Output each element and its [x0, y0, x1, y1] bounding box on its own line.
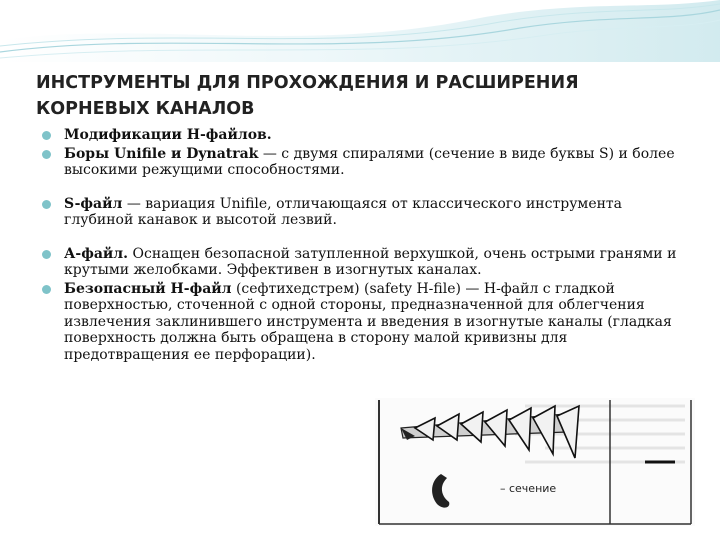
bullet-item: [40, 246, 680, 279]
h-file-illustration: [375, 398, 695, 526]
slide-title: ИНСТРУМЕНТЫ ДЛЯ ПРОХОЖДЕНИЯ И РАСШИРЕНИЯ КОРНЕВЫХ КАНАЛОВ: [36, 73, 579, 119]
bullet-dot-icon: [42, 250, 51, 259]
bullet-term: Модификации Н-файлов.: [64, 127, 272, 143]
bullet-item: [40, 281, 680, 364]
bullet-text: — с двумя спиралями (сечение в виде буквы S) и более высокими режущими способностями.: [64, 145, 675, 178]
bullet-item: [40, 127, 680, 144]
bullet-dot-icon: [42, 285, 51, 294]
bullet-text: (сефтихедстрем) (safety H-file) — Н-файл с гладкой поверхностью, сточенной с одной стороны, предназначенной для облегчения извлечения заклинившего инструмента и введения в изогнутые каналы (гладкая поверхность должна быть обращена в сторону малой кривизны для предотвращения ее перфорации).: [64, 280, 672, 363]
section-label: – сечение: [500, 482, 557, 495]
bullet-term: А-файл.: [64, 245, 129, 262]
bullet-term: Боры Unifile и Dynatrak: [64, 145, 259, 162]
bullet-item: [40, 196, 680, 229]
bullet-term: S-файл: [64, 195, 123, 212]
bullet-text: — вариация Unifile, отличающаяся от классического инструмента глубиной канавок и высотой лезвий.: [64, 195, 623, 228]
bullet-dot-icon: [42, 131, 51, 140]
bullet-term: Безопасный Н-файл: [64, 280, 232, 297]
decorative-wave-header: [0, 0, 720, 62]
bullet-dot-icon: [42, 150, 51, 159]
bullet-list: [40, 127, 680, 363]
bullet-dot-icon: [42, 200, 51, 209]
bullet-text: Оснащен безопасной затупленной верхушкой, очень острыми гранями и крутыми желобками. Эффективен в изогнутых каналах.: [64, 245, 677, 278]
bullet-item: [40, 146, 680, 179]
